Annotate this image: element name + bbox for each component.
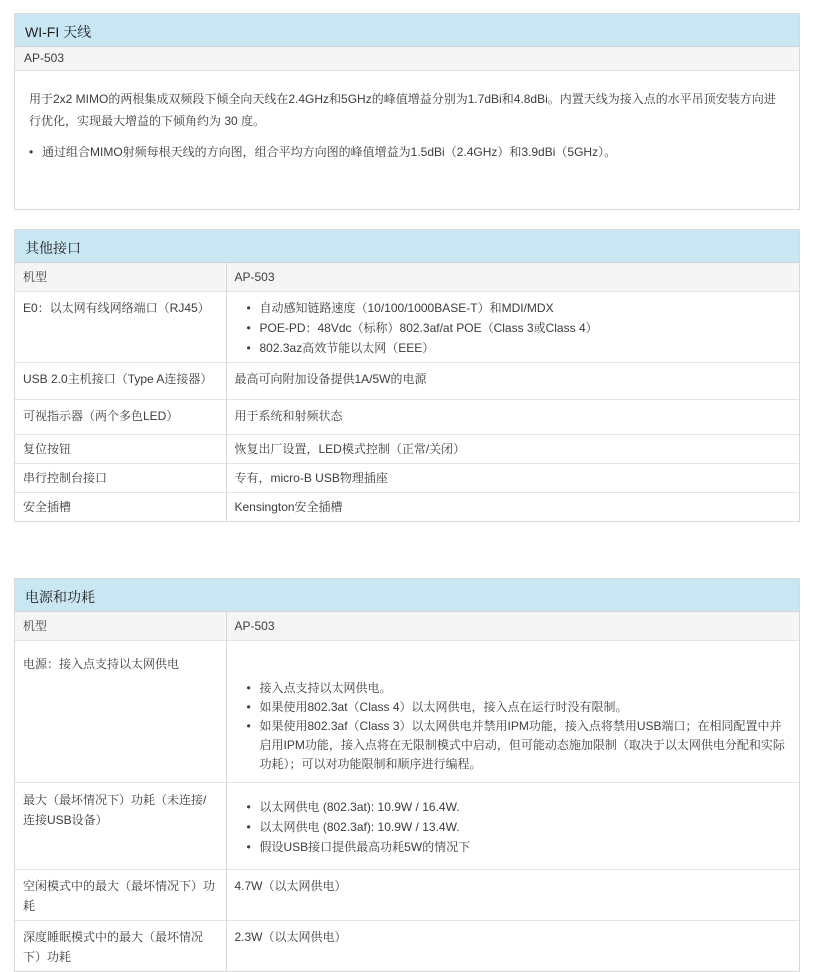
section-wifi-antenna — [14, 13, 800, 210]
bullet-list — [247, 298, 792, 358]
row-label: USB 2.0主机接口（Type A连接器） — [15, 363, 226, 400]
model-strip: AP-503 — [15, 47, 799, 71]
table-row — [15, 292, 799, 363]
row-label: E0：以太网有线网络端口（RJ45） — [15, 292, 226, 363]
row-label: 机型 — [15, 612, 226, 641]
section-gap — [14, 522, 800, 578]
section-title-wifi-antenna: WI-FI 天线 — [15, 14, 799, 47]
row-label: 最大（最坏情况下）功耗（未连接/连接USB设备） — [15, 783, 226, 870]
row-value: 专有，micro-B USB物理插座 — [226, 464, 799, 493]
bullet-item: • 802.3az高效节能以太网（EEE） — [247, 338, 792, 358]
bullet-item: • POE-PD：48Vdc（标称）802.3af/at POE（Class 3或Class 4） — [247, 318, 792, 338]
bullet-item: • 通过组合MIMO射频每根天线的方向图，组合平均方向图的峰值增益为1.5dBi（2.4GHz）和3.9dBi（5GHz）。 — [29, 141, 785, 163]
row-value — [226, 292, 799, 363]
table-row — [15, 263, 799, 292]
other-interfaces-table — [15, 263, 799, 521]
row-label: 机型 — [15, 263, 226, 292]
table-row — [15, 612, 799, 641]
table-row — [15, 493, 799, 522]
row-value — [226, 783, 799, 870]
section-power-consumption — [14, 578, 800, 972]
row-label: 串行控制台接口 — [15, 464, 226, 493]
row-value: Kensington安全插槽 — [226, 493, 799, 522]
wifi-antenna-bullet-list — [29, 141, 785, 163]
table-row — [15, 921, 799, 972]
wifi-antenna-paragraph: 用于2x2 MIMO的两根集成双频段下倾全向天线在2.4GHz和5GHz的峰值增益分别为1.7dBi和4.8dBi。内置天线为接入点的水平吊顶安装方向进行优化，实现最大增益的下倾角约为 30 度。 — [29, 92, 776, 128]
row-value: 最高可向附加设备提供1A/5W的电源 — [226, 363, 799, 400]
table-row — [15, 464, 799, 493]
table-row — [15, 783, 799, 870]
row-value — [226, 641, 799, 783]
table-row — [15, 363, 799, 400]
table-row — [15, 870, 799, 921]
wifi-antenna-body — [15, 71, 799, 209]
row-value: 恢复出厂设置，LED模式控制（正常/关闭） — [226, 435, 799, 464]
section-title-power-consumption: 电源和功耗 — [15, 579, 799, 612]
section-gap — [14, 210, 800, 229]
bullet-item: • 接入点支持以太网供电。 — [247, 679, 792, 698]
row-value: AP-503 — [226, 263, 799, 292]
table-row — [15, 641, 799, 783]
row-label: 可视指示器（两个多色LED） — [15, 400, 226, 435]
row-label: 安全插槽 — [15, 493, 226, 522]
row-value: 用于系统和射频状态 — [226, 400, 799, 435]
row-label: 空闲模式中的最大（最坏情况下）功耗 — [15, 870, 226, 921]
row-value: 4.7W（以太网供电） — [226, 870, 799, 921]
bullet-item: • 自动感知链路速度（10/100/1000BASE-T）和MDI/MDX — [247, 298, 792, 318]
bullet-item: • 假设USB接口提供最高功耗5W的情况下 — [247, 837, 792, 857]
section-other-interfaces — [14, 229, 800, 522]
bullet-item: • 以太网供电 (802.3at): 10.9W / 16.4W. — [247, 797, 792, 817]
bullet-item: • 如果使用802.3af（Class 3）以太网供电并禁用IPM功能，接入点将禁用USB端口；在相同配置中并启用IPM功能，接入点将在无限制模式中启动，但可能动态施加限制（取决于以太网供电分配和实际功耗）；可以对功能限制和顺序进行编程。 — [247, 717, 792, 774]
row-label: 深度睡眠模式中的最大（最坏情况下）功耗 — [15, 921, 226, 972]
bullet-list — [247, 679, 792, 774]
row-value: AP-503 — [226, 612, 799, 641]
bullet-item: • 如果使用802.3at（Class 4）以太网供电，接入点在运行时没有限制。 — [247, 698, 792, 717]
table-row — [15, 400, 799, 435]
bullet-list — [247, 797, 792, 857]
row-label: 电源：接入点支持以太网供电 — [15, 641, 226, 783]
power-consumption-table — [15, 612, 799, 971]
section-title-other-interfaces: 其他接口 — [15, 230, 799, 263]
row-value: 2.3W（以太网供电） — [226, 921, 799, 972]
table-row — [15, 435, 799, 464]
row-label: 复位按钮 — [15, 435, 226, 464]
bullet-item: • 以太网供电 (802.3af): 10.9W / 13.4W. — [247, 817, 792, 837]
